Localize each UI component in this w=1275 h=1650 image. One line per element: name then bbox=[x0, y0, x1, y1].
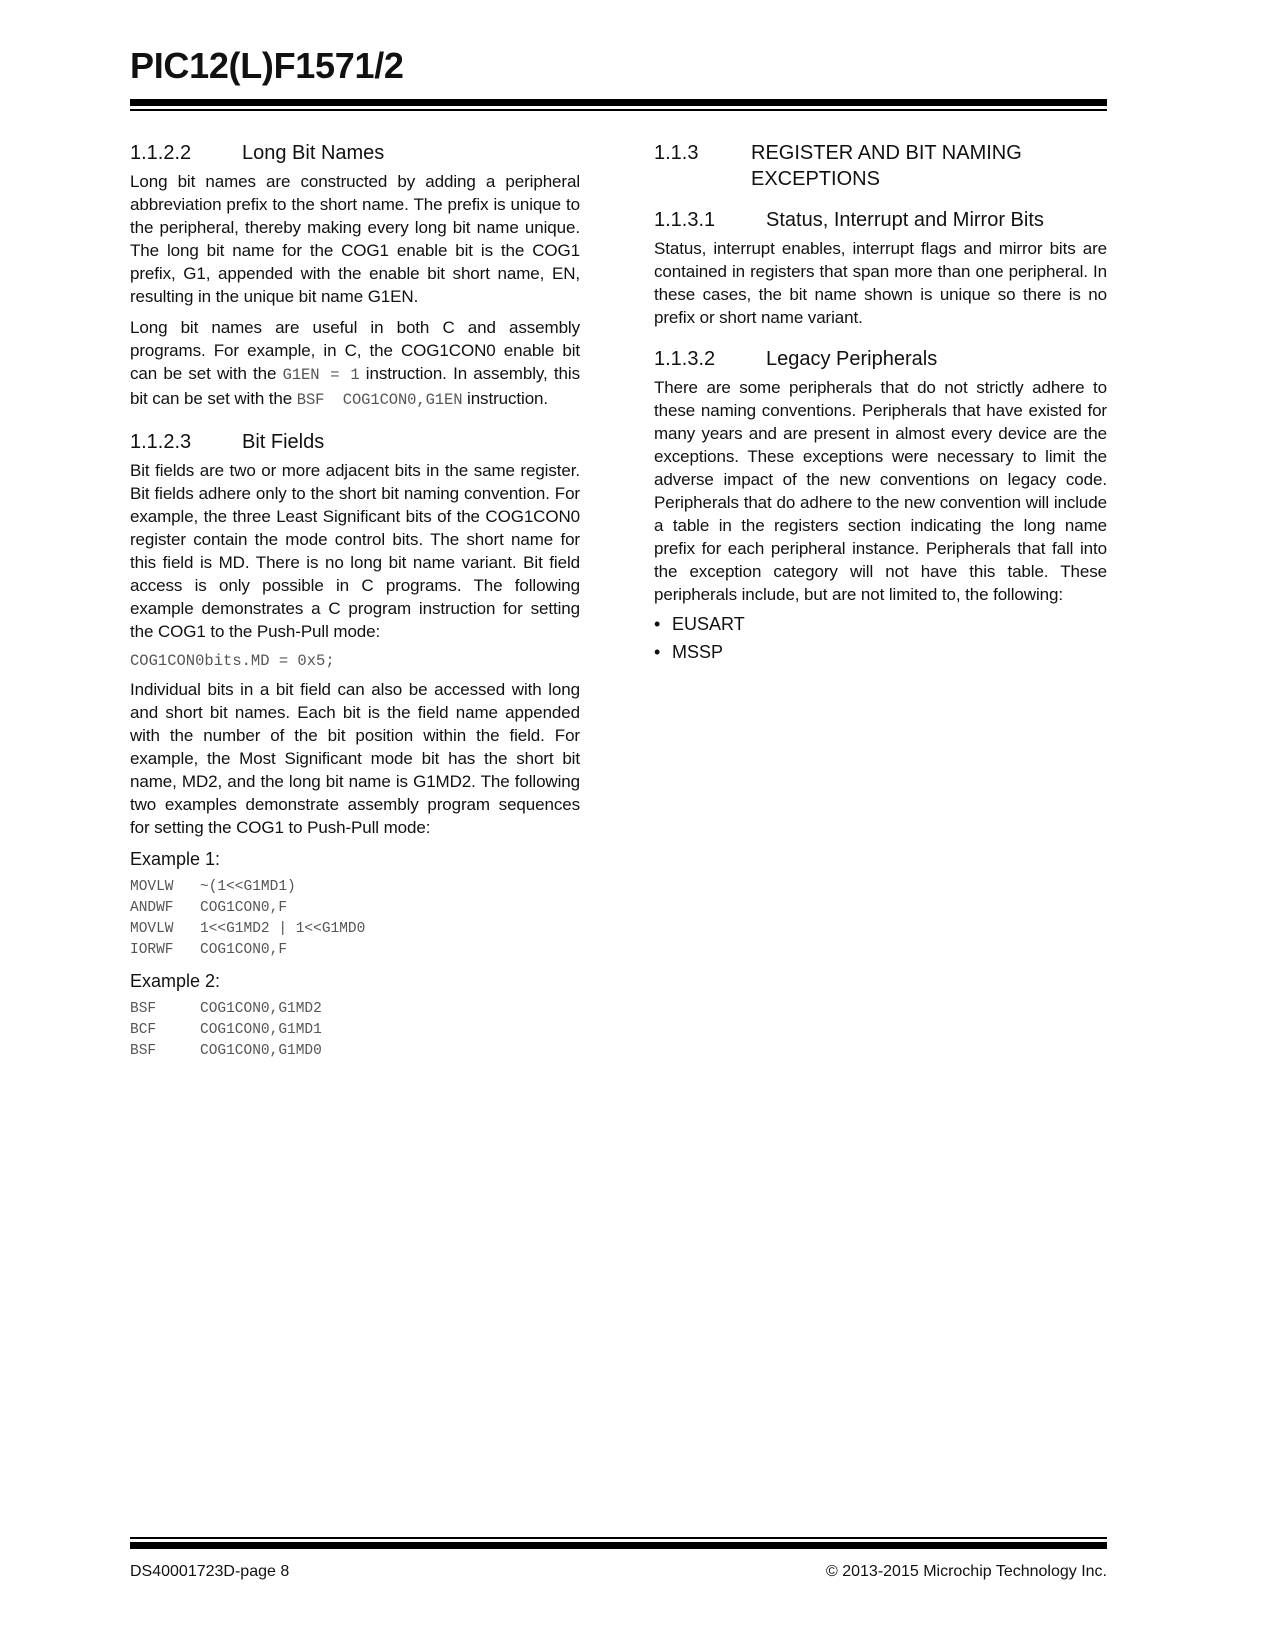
paragraph-status-bits: Status, interrupt enables, interrupt flags and mirror bits are contained in registers that span more than one peripheral. In these cases, the bit name shown is unique so there is no prefix or short name variant. bbox=[654, 239, 1107, 327]
paragraph-long-bit-names-1: Long bit names are constructed by adding a peripheral abbreviation prefix to the short name. The prefix is unique to the peripheral, thereby making every long bit name unique. The long bit name for the COG1 enable bit is the COG1 prefix, G1, appended with the enable bit short name, EN, resulting in the unique bit name G1EN. bbox=[130, 172, 580, 306]
operand: 1<<G1MD2 | 1<<G1MD0 bbox=[200, 921, 366, 937]
bullet-icon: • bbox=[654, 614, 661, 634]
inline-code-g1en: G1EN = 1 bbox=[282, 366, 360, 384]
paragraph-bit-fields-1: Bit fields are two or more adjacent bits in the same register. Bit fields adhere only to the short bit naming convention. For example, the three Least Significant bits of the COG1CON0 register contain the mode control bits. The short name for this field is MD. There is no long bit name variant. Bit field access is only possible in C programs. The following example demonstrates a C program instruction for setting the COG1 to the Push-Pull mode: bbox=[130, 461, 580, 641]
opcode: MOVLW bbox=[130, 879, 174, 895]
section-heading-1122 bbox=[130, 140, 580, 166]
code-line bbox=[130, 940, 580, 961]
code-c-example: COG1CON0bits.MD = 0x5; bbox=[130, 652, 335, 670]
paragraph-legacy-peripherals: There are some peripherals that do not strictly adhere to these naming conventions. Peripherals that have existed for many years and are present in almost every device are the exceptions. These exceptions were necessary to limit the adverse impact of the new conventions on legacy code. Peripherals that do adhere to the new convention will include a table in the registers section indicating the long name prefix for each peripheral instance. Peripherals that fall into the exception category will not have this table. These peripherals include, but are not limited to, the following: bbox=[654, 378, 1107, 604]
text-run: instruction. In assembly, this bit can be set with the bbox=[130, 364, 580, 408]
operand: ~(1<<G1MD1) bbox=[200, 879, 296, 895]
operand: COG1CON0,F bbox=[200, 942, 288, 958]
section-heading-1123 bbox=[130, 429, 580, 455]
list-item-text: EUSART bbox=[672, 614, 745, 634]
section-title: Long Bit Names bbox=[242, 142, 385, 164]
section-heading-1132 bbox=[654, 346, 1107, 372]
example-2-code bbox=[130, 999, 580, 1062]
header-rule-thick bbox=[130, 99, 1107, 106]
code-line bbox=[130, 898, 580, 919]
inline-code-bsf: BSF COG1CON0,G1EN bbox=[296, 391, 463, 409]
paragraph-bit-fields-2: Individual bits in a bit field can also be accessed with long and short bit names. Each bit is the field name appended with the number of the bit position within the field. For example, the Most Significant mode bit has the short bit name, MD2, and the long bit name is G1MD2. The following two examples demonstrate assembly program sequences for setting the COG1 to Push-Pull mode: bbox=[130, 680, 580, 837]
list-item bbox=[654, 640, 1107, 664]
text-run: instruction. bbox=[462, 389, 549, 408]
opcode: IORWF bbox=[130, 942, 174, 958]
paragraph-long-bit-names-2 bbox=[130, 316, 580, 412]
header-rule-thin bbox=[130, 109, 1107, 111]
section-title: Bit Fields bbox=[242, 431, 325, 453]
footer-rule-thin bbox=[130, 1537, 1107, 1539]
example-2-label: Example 2: bbox=[130, 971, 221, 991]
page-number: DS40001723D-page 8 bbox=[130, 1563, 290, 1580]
section-heading-113 bbox=[654, 140, 1107, 192]
section-title: Legacy Peripherals bbox=[766, 348, 938, 370]
code-line bbox=[130, 877, 580, 898]
section-number: 1.1.2.2 bbox=[130, 142, 192, 164]
text-run: Long bit names are useful in both C and assembly programs. For example, in C, the COG1CON0 enable bit can be set with the bbox=[130, 318, 580, 383]
operand: COG1CON0,G1MD2 bbox=[200, 1001, 322, 1017]
opcode: BSF bbox=[130, 1043, 157, 1059]
operand: COG1CON0,F bbox=[200, 900, 288, 916]
left-column bbox=[130, 140, 580, 1062]
operand: COG1CON0,G1MD0 bbox=[200, 1043, 322, 1059]
section-title: REGISTER AND BIT NAMING EXCEPTIONS bbox=[751, 142, 1022, 190]
section-number: 1.1.2.3 bbox=[130, 431, 192, 453]
section-number: 1.1.3.1 bbox=[654, 209, 716, 231]
section-title: Status, Interrupt and Mirror Bits bbox=[766, 209, 1044, 231]
list-item bbox=[654, 612, 1107, 636]
right-column bbox=[654, 140, 1107, 664]
operand: COG1CON0,G1MD1 bbox=[200, 1022, 322, 1038]
opcode: ANDWF bbox=[130, 900, 174, 916]
code-line bbox=[130, 1041, 580, 1062]
example-1-code bbox=[130, 877, 580, 961]
page-title: PIC12(L)F1571/2 bbox=[130, 45, 404, 86]
code-line bbox=[130, 999, 580, 1020]
opcode: BCF bbox=[130, 1022, 157, 1038]
opcode: MOVLW bbox=[130, 921, 174, 937]
peripheral-list bbox=[654, 612, 1107, 664]
code-line bbox=[130, 1020, 580, 1041]
section-number: 1.1.3.2 bbox=[654, 348, 716, 370]
section-heading-1131 bbox=[654, 207, 1107, 233]
code-line bbox=[130, 919, 580, 940]
section-number: 1.1.3 bbox=[654, 142, 699, 164]
footer-rule-thick bbox=[130, 1542, 1107, 1549]
opcode: BSF bbox=[130, 1001, 157, 1017]
list-item-text: MSSP bbox=[672, 642, 724, 662]
copyright: © 2013-2015 Microchip Technology Inc. bbox=[826, 1563, 1107, 1580]
example-1-label: Example 1: bbox=[130, 849, 221, 869]
bullet-icon: • bbox=[654, 642, 661, 662]
